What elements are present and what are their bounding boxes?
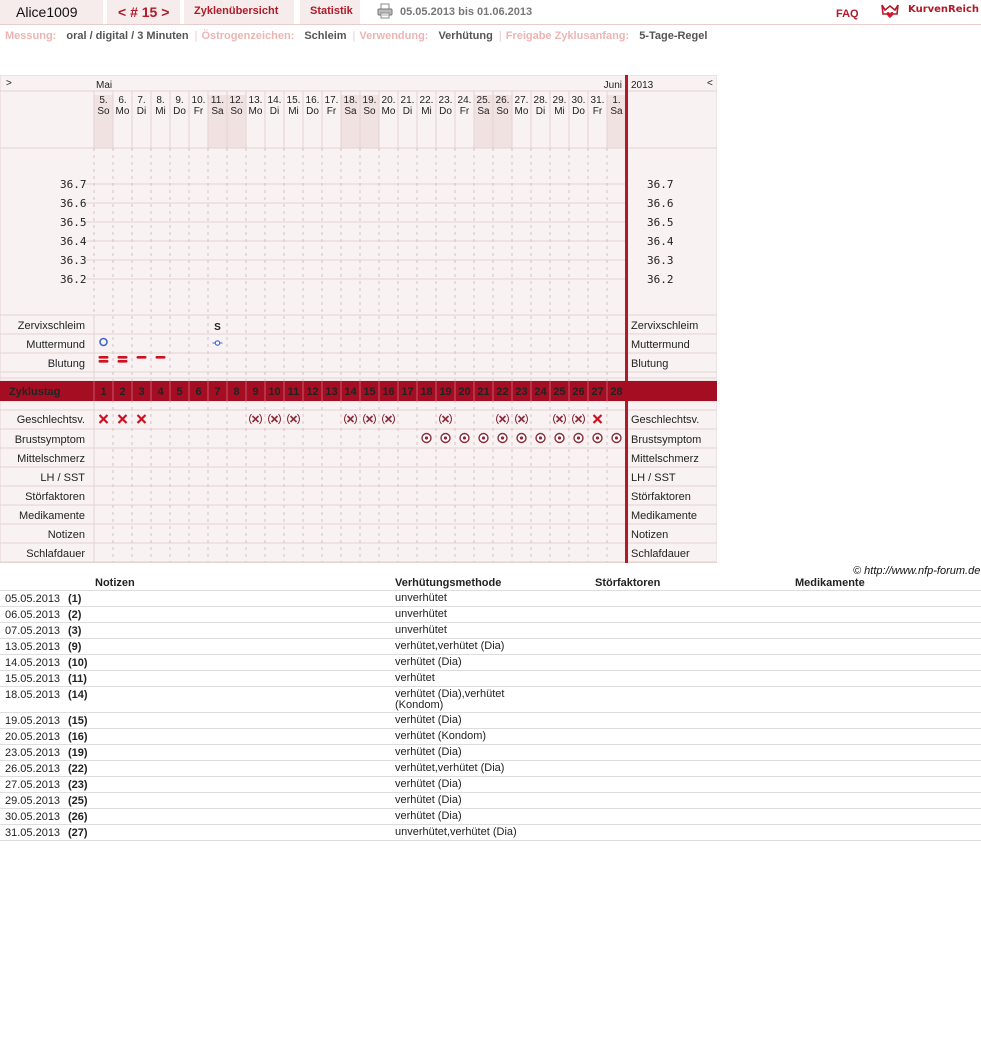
divider bbox=[0, 24, 981, 25]
date-number: 23. bbox=[438, 95, 453, 106]
cycle-day-number: 19 bbox=[439, 386, 452, 398]
note-cycle-day: (22) bbox=[68, 763, 88, 775]
note-cycle-day: (16) bbox=[68, 731, 88, 743]
temp-axis-label-right: 36.2 bbox=[647, 273, 674, 286]
note-method: verhütet (Dia) bbox=[395, 810, 462, 822]
cycle-day-number: 24 bbox=[534, 386, 547, 398]
cycle-day-number: 28 bbox=[610, 386, 623, 398]
note-cycle-day: (11) bbox=[68, 673, 87, 685]
table-row bbox=[0, 639, 981, 655]
note-cycle-day: (25) bbox=[68, 795, 88, 807]
date-number: 31. bbox=[590, 95, 605, 106]
tab-statistics-label[interactable]: Statistik bbox=[310, 5, 353, 17]
header-notes: Notizen bbox=[95, 577, 135, 589]
date-weekday: Fr bbox=[459, 106, 470, 117]
date-weekday: Sa bbox=[211, 106, 224, 117]
date-weekday: Mo bbox=[514, 106, 529, 117]
date-weekday: Sa bbox=[344, 106, 357, 117]
breast-symptom-icon bbox=[596, 436, 599, 439]
row-label-brust: Brustsymptom bbox=[14, 434, 85, 446]
note-date: 20.05.2013 bbox=[5, 731, 61, 743]
date-number: 14. bbox=[267, 95, 282, 106]
cycle-day-number: 21 bbox=[477, 386, 490, 398]
date-number: 24. bbox=[457, 95, 472, 106]
date-number: 12. bbox=[229, 95, 244, 106]
note-date: 29.05.2013 bbox=[5, 795, 61, 807]
cycle-day-number: 10 bbox=[268, 386, 281, 398]
table-row bbox=[0, 729, 981, 745]
note-method: verhütet,verhütet (Dia) bbox=[395, 762, 505, 774]
row-label-right-lh: LH / SST bbox=[631, 472, 676, 484]
breast-symptom-icon bbox=[577, 436, 580, 439]
date-weekday: Mi bbox=[421, 106, 432, 117]
row-label-schlaf: Schlafdauer bbox=[26, 548, 85, 560]
note-date: 19.05.2013 bbox=[5, 715, 61, 727]
cervical-mucus-mark: S bbox=[214, 322, 221, 333]
chart-next-arrow: < bbox=[707, 78, 713, 89]
cycle-day-number: 4 bbox=[157, 386, 164, 398]
date-weekday: Di bbox=[136, 106, 147, 117]
date-number: 21. bbox=[400, 95, 415, 106]
bleeding-light-mark bbox=[137, 356, 147, 359]
cycle-day-number: 25 bbox=[553, 386, 566, 398]
note-method: verhütet (Dia) bbox=[395, 714, 462, 726]
bleeding-heavy-mark bbox=[99, 360, 109, 363]
cycle-day-number: 5 bbox=[176, 386, 183, 398]
row-label-right-schlaf: Schlafdauer bbox=[631, 548, 690, 560]
note-cycle-day: (14) bbox=[68, 689, 88, 701]
table-row bbox=[0, 777, 981, 793]
cycle-chart bbox=[0, 75, 717, 563]
user-box bbox=[0, 0, 103, 24]
table-row bbox=[0, 607, 981, 623]
row-label-right-notizen: Notizen bbox=[631, 529, 669, 541]
note-cycle-day: (23) bbox=[68, 779, 88, 791]
cycle-navigation[interactable] bbox=[107, 0, 180, 24]
breast-symptom-icon bbox=[539, 436, 542, 439]
note-date: 30.05.2013 bbox=[5, 811, 61, 823]
date-number: 7. bbox=[137, 95, 146, 106]
breast-symptom-icon bbox=[501, 436, 504, 439]
username: Alice1009 bbox=[16, 4, 78, 20]
setting-label-estrogen: Östrogenzeichen: bbox=[201, 30, 295, 42]
row-label-right-brust: Brustsymptom bbox=[631, 434, 702, 446]
temp-axis-label: 36.6 bbox=[60, 197, 87, 210]
cycle-day-number: 20 bbox=[458, 386, 471, 398]
date-weekday: Di bbox=[535, 106, 546, 117]
header-medication: Medikamente bbox=[795, 577, 865, 589]
cycle-day-number: 13 bbox=[325, 386, 338, 398]
row-label-lh: LH / SST bbox=[40, 472, 85, 484]
date-weekday: Mi bbox=[554, 106, 565, 117]
date-weekday: Sa bbox=[610, 106, 623, 117]
date-number: 27. bbox=[514, 95, 529, 106]
date-number: 26. bbox=[495, 95, 510, 106]
date-weekday: Di bbox=[402, 106, 413, 117]
temp-axis-label: 36.5 bbox=[60, 216, 87, 229]
setting-label-usage: Verwendung: bbox=[359, 30, 429, 42]
temp-axis-label: 36.2 bbox=[60, 273, 87, 286]
row-label-med: Medikamente bbox=[18, 510, 85, 522]
date-number: 1. bbox=[612, 95, 621, 106]
note-cycle-day: (3) bbox=[68, 625, 82, 637]
bleeding-light-mark bbox=[156, 356, 166, 359]
row-label-muttermund: Muttermund bbox=[26, 339, 85, 351]
date-weekday: Mo bbox=[115, 106, 130, 117]
notes-table-header bbox=[0, 577, 981, 591]
cycle-day-number: 7 bbox=[214, 386, 221, 398]
tab-statistics[interactable] bbox=[300, 0, 360, 24]
printer-icon[interactable] bbox=[377, 3, 393, 19]
date-weekday: Do bbox=[572, 106, 585, 117]
notes-table-body bbox=[0, 591, 981, 841]
table-row bbox=[0, 687, 981, 713]
cycle-number-nav[interactable]: < # 15 > bbox=[118, 4, 170, 20]
temp-axis-label: 36.3 bbox=[60, 254, 87, 267]
date-weekday: So bbox=[363, 106, 376, 117]
date-weekday: Mo bbox=[248, 106, 263, 117]
temp-axis-label-right: 36.3 bbox=[647, 254, 674, 267]
note-method: verhütet (Kondom) bbox=[395, 730, 487, 742]
cycle-day-number: 9 bbox=[252, 386, 259, 398]
note-method: unverhütet bbox=[395, 608, 447, 620]
note-cycle-day: (15) bbox=[68, 715, 88, 727]
date-number: 20. bbox=[381, 95, 396, 106]
note-method: verhütet (Dia) bbox=[395, 656, 462, 668]
row-label-right-muttermund: Muttermund bbox=[631, 339, 690, 351]
date-weekday: Mi bbox=[155, 106, 166, 117]
date-number: 29. bbox=[552, 95, 567, 106]
row-label-stoer: Störfaktoren bbox=[25, 491, 85, 503]
row-label-right-stoer: Störfaktoren bbox=[631, 491, 691, 503]
temp-axis-label-right: 36.6 bbox=[647, 197, 674, 210]
cycle-chart-svg bbox=[0, 75, 717, 563]
table-row bbox=[0, 745, 981, 761]
cycle-day-number: 22 bbox=[496, 386, 509, 398]
cycle-day-number: 14 bbox=[344, 386, 357, 398]
date-number: 11. bbox=[210, 95, 225, 106]
month-start: Mai bbox=[96, 80, 113, 91]
table-row bbox=[0, 671, 981, 687]
breast-symptom-icon bbox=[425, 436, 428, 439]
row-label-sex: Geschlechtsv. bbox=[16, 414, 85, 426]
cycle-day-number: 2 bbox=[119, 386, 126, 398]
row-label-right-mittel: Mittelschmerz bbox=[631, 453, 699, 465]
row-label-notizen: Notizen bbox=[47, 529, 85, 541]
date-weekday: Mo bbox=[381, 106, 396, 117]
logo-text[interactable]: KurvenReich bbox=[908, 4, 980, 15]
cycle-day-number: 11 bbox=[287, 386, 300, 398]
table-row bbox=[0, 655, 981, 671]
note-date: 27.05.2013 bbox=[5, 779, 61, 791]
note-date: 26.05.2013 bbox=[5, 763, 61, 775]
date-weekday: Sa bbox=[477, 106, 490, 117]
date-number: 10. bbox=[191, 95, 206, 106]
note-cycle-day: (10) bbox=[68, 657, 88, 669]
date-weekday: Do bbox=[439, 106, 452, 117]
date-number: 13. bbox=[248, 95, 263, 106]
row-label-right-blutung: Blutung bbox=[631, 358, 669, 370]
note-date: 06.05.2013 bbox=[5, 609, 61, 621]
note-date: 07.05.2013 bbox=[5, 625, 61, 637]
date-weekday: Fr bbox=[592, 106, 603, 117]
breast-symptom-icon bbox=[482, 436, 485, 439]
setting-value-measurement: oral / digital / 3 Minuten bbox=[66, 30, 189, 42]
note-method: unverhütet bbox=[395, 592, 447, 604]
note-cycle-day: (1) bbox=[68, 593, 82, 605]
date-number: 18. bbox=[343, 95, 358, 106]
row-label-blutung: Blutung bbox=[47, 358, 85, 370]
setting-value-usage: Verhütung bbox=[438, 30, 493, 42]
cycle-end-line bbox=[625, 75, 628, 563]
temp-axis-label-right: 36.7 bbox=[647, 178, 674, 191]
date-weekday: Do bbox=[306, 106, 319, 117]
note-cycle-day: (9) bbox=[68, 641, 82, 653]
faq-link[interactable]: FAQ bbox=[836, 8, 859, 20]
note-date: 15.05.2013 bbox=[5, 673, 61, 685]
date-weekday: Do bbox=[173, 106, 186, 117]
note-cycle-day: (26) bbox=[68, 811, 88, 823]
note-date: 18.05.2013 bbox=[5, 689, 61, 701]
cycle-day-number: 8 bbox=[233, 386, 240, 398]
cycle-day-number: 12 bbox=[306, 386, 319, 398]
note-date: 05.05.2013 bbox=[5, 593, 61, 605]
cycle-day-number: 3 bbox=[138, 386, 145, 398]
row-label-zervix: Zervixschleim bbox=[17, 320, 85, 332]
cycle-day-number: 18 bbox=[420, 386, 433, 398]
row-label-right-med: Medikamente bbox=[631, 510, 698, 522]
setting-label-measurement: Messung: bbox=[5, 30, 57, 42]
table-row bbox=[0, 761, 981, 777]
table-row bbox=[0, 793, 981, 809]
date-number: 30. bbox=[571, 95, 586, 106]
copyright: © http://www.nfp-forum.de bbox=[853, 565, 981, 577]
note-method: verhütet (Dia) bbox=[395, 778, 462, 790]
date-weekday: So bbox=[97, 106, 110, 117]
date-number: 8. bbox=[156, 95, 165, 106]
date-weekday: Fr bbox=[326, 106, 337, 117]
date-number: 15. bbox=[286, 95, 301, 106]
notes-table bbox=[0, 577, 981, 841]
note-cycle-day: (27) bbox=[68, 827, 88, 839]
bleeding-heavy-mark bbox=[118, 360, 128, 363]
note-cycle-day: (2) bbox=[68, 609, 82, 621]
breast-symptom-icon bbox=[463, 436, 466, 439]
row-label-right-zervix: Zervixschleim bbox=[631, 320, 699, 332]
date-weekday: So bbox=[496, 106, 509, 117]
breast-symptom-icon bbox=[558, 436, 561, 439]
temp-axis-label-right: 36.5 bbox=[647, 216, 674, 229]
month-end: Juni bbox=[603, 80, 622, 91]
crown-heart-logo-icon[interactable] bbox=[880, 2, 900, 20]
temp-axis-label-right: 36.4 bbox=[647, 235, 674, 248]
cycle-day-number: 6 bbox=[195, 386, 202, 398]
note-method: verhütet (Dia) bbox=[395, 746, 462, 758]
date-number: 22. bbox=[419, 95, 434, 106]
note-date: 31.05.2013 bbox=[5, 827, 61, 839]
note-method: verhütet bbox=[395, 672, 435, 684]
note-method: verhütet (Dia) bbox=[395, 794, 462, 806]
cycle-day-number: 1 bbox=[100, 386, 107, 398]
cycle-day-number: 17 bbox=[401, 386, 414, 398]
note-date: 23.05.2013 bbox=[5, 747, 61, 759]
temp-axis-label: 36.4 bbox=[60, 235, 87, 248]
cycle-day-number: 27 bbox=[591, 386, 604, 398]
breast-symptom-icon bbox=[615, 436, 618, 439]
date-number: 19. bbox=[362, 95, 377, 106]
date-number: 28. bbox=[533, 95, 548, 106]
setting-value-estrogen: Schleim bbox=[304, 30, 347, 42]
date-range: 05.05.2013 bis 01.06.2013 bbox=[400, 6, 533, 18]
header-method: Verhütungsmethode bbox=[395, 577, 502, 589]
tab-cycle-overview-label[interactable]: Zyklenübersicht bbox=[194, 5, 279, 17]
settings-line: Messung: oral / digital / 3 Minuten | Östrogenzeichen: Schleim | Verwendung: Verhütung | Freigabe Zyklusanfang: 5-Tage-Regel bbox=[5, 30, 708, 42]
date-number: 17. bbox=[324, 95, 339, 106]
date-weekday: Di bbox=[269, 106, 280, 117]
date-number: 9. bbox=[175, 95, 184, 106]
table-row bbox=[0, 591, 981, 607]
date-number: 25. bbox=[476, 95, 491, 106]
top-bar bbox=[0, 0, 981, 24]
breast-symptom-icon bbox=[520, 436, 523, 439]
cycle-day-number: 26 bbox=[572, 386, 585, 398]
cycle-day-number: 15 bbox=[363, 386, 376, 398]
tab-cycle-overview[interactable] bbox=[184, 0, 294, 24]
note-cycle-day: (19) bbox=[68, 747, 88, 759]
cycle-day-label: Zyklustag bbox=[9, 386, 61, 398]
table-row bbox=[0, 825, 981, 841]
date-number: 16. bbox=[305, 95, 320, 106]
date-weekday: Fr bbox=[193, 106, 204, 117]
date-number: 5. bbox=[99, 95, 108, 106]
note-method: verhütet (Dia),verhütet (Kondom) bbox=[395, 688, 505, 711]
note-method: unverhütet bbox=[395, 624, 447, 636]
row-label-mittel: Mittelschmerz bbox=[17, 453, 85, 465]
row-label-right-sex: Geschlechtsv. bbox=[631, 414, 700, 426]
bleeding-heavy-mark bbox=[99, 356, 109, 359]
cervix-closed-icon bbox=[215, 341, 219, 345]
date-weekday: So bbox=[230, 106, 243, 117]
year-label: 2013 bbox=[631, 80, 654, 91]
temp-axis-label: 36.7 bbox=[60, 178, 87, 191]
note-method: unverhütet,verhütet (Dia) bbox=[395, 826, 517, 838]
breast-symptom-icon bbox=[444, 436, 447, 439]
table-row bbox=[0, 809, 981, 825]
note-date: 14.05.2013 bbox=[5, 657, 61, 669]
date-weekday: Mi bbox=[288, 106, 299, 117]
note-date: 13.05.2013 bbox=[5, 641, 61, 653]
table-row bbox=[0, 713, 981, 729]
setting-label-release: Freigabe Zyklusanfang: bbox=[505, 30, 630, 42]
note-method: verhütet,verhütet (Dia) bbox=[395, 640, 505, 652]
cycle-day-number: 23 bbox=[515, 386, 528, 398]
cycle-day-number: 16 bbox=[382, 386, 395, 398]
bleeding-heavy-mark bbox=[118, 356, 128, 359]
header-disturbances: Störfaktoren bbox=[595, 577, 661, 589]
setting-value-release: 5-Tage-Regel bbox=[639, 30, 708, 42]
table-row bbox=[0, 623, 981, 639]
chart-prev-arrow: > bbox=[6, 78, 12, 89]
date-number: 6. bbox=[118, 95, 127, 106]
